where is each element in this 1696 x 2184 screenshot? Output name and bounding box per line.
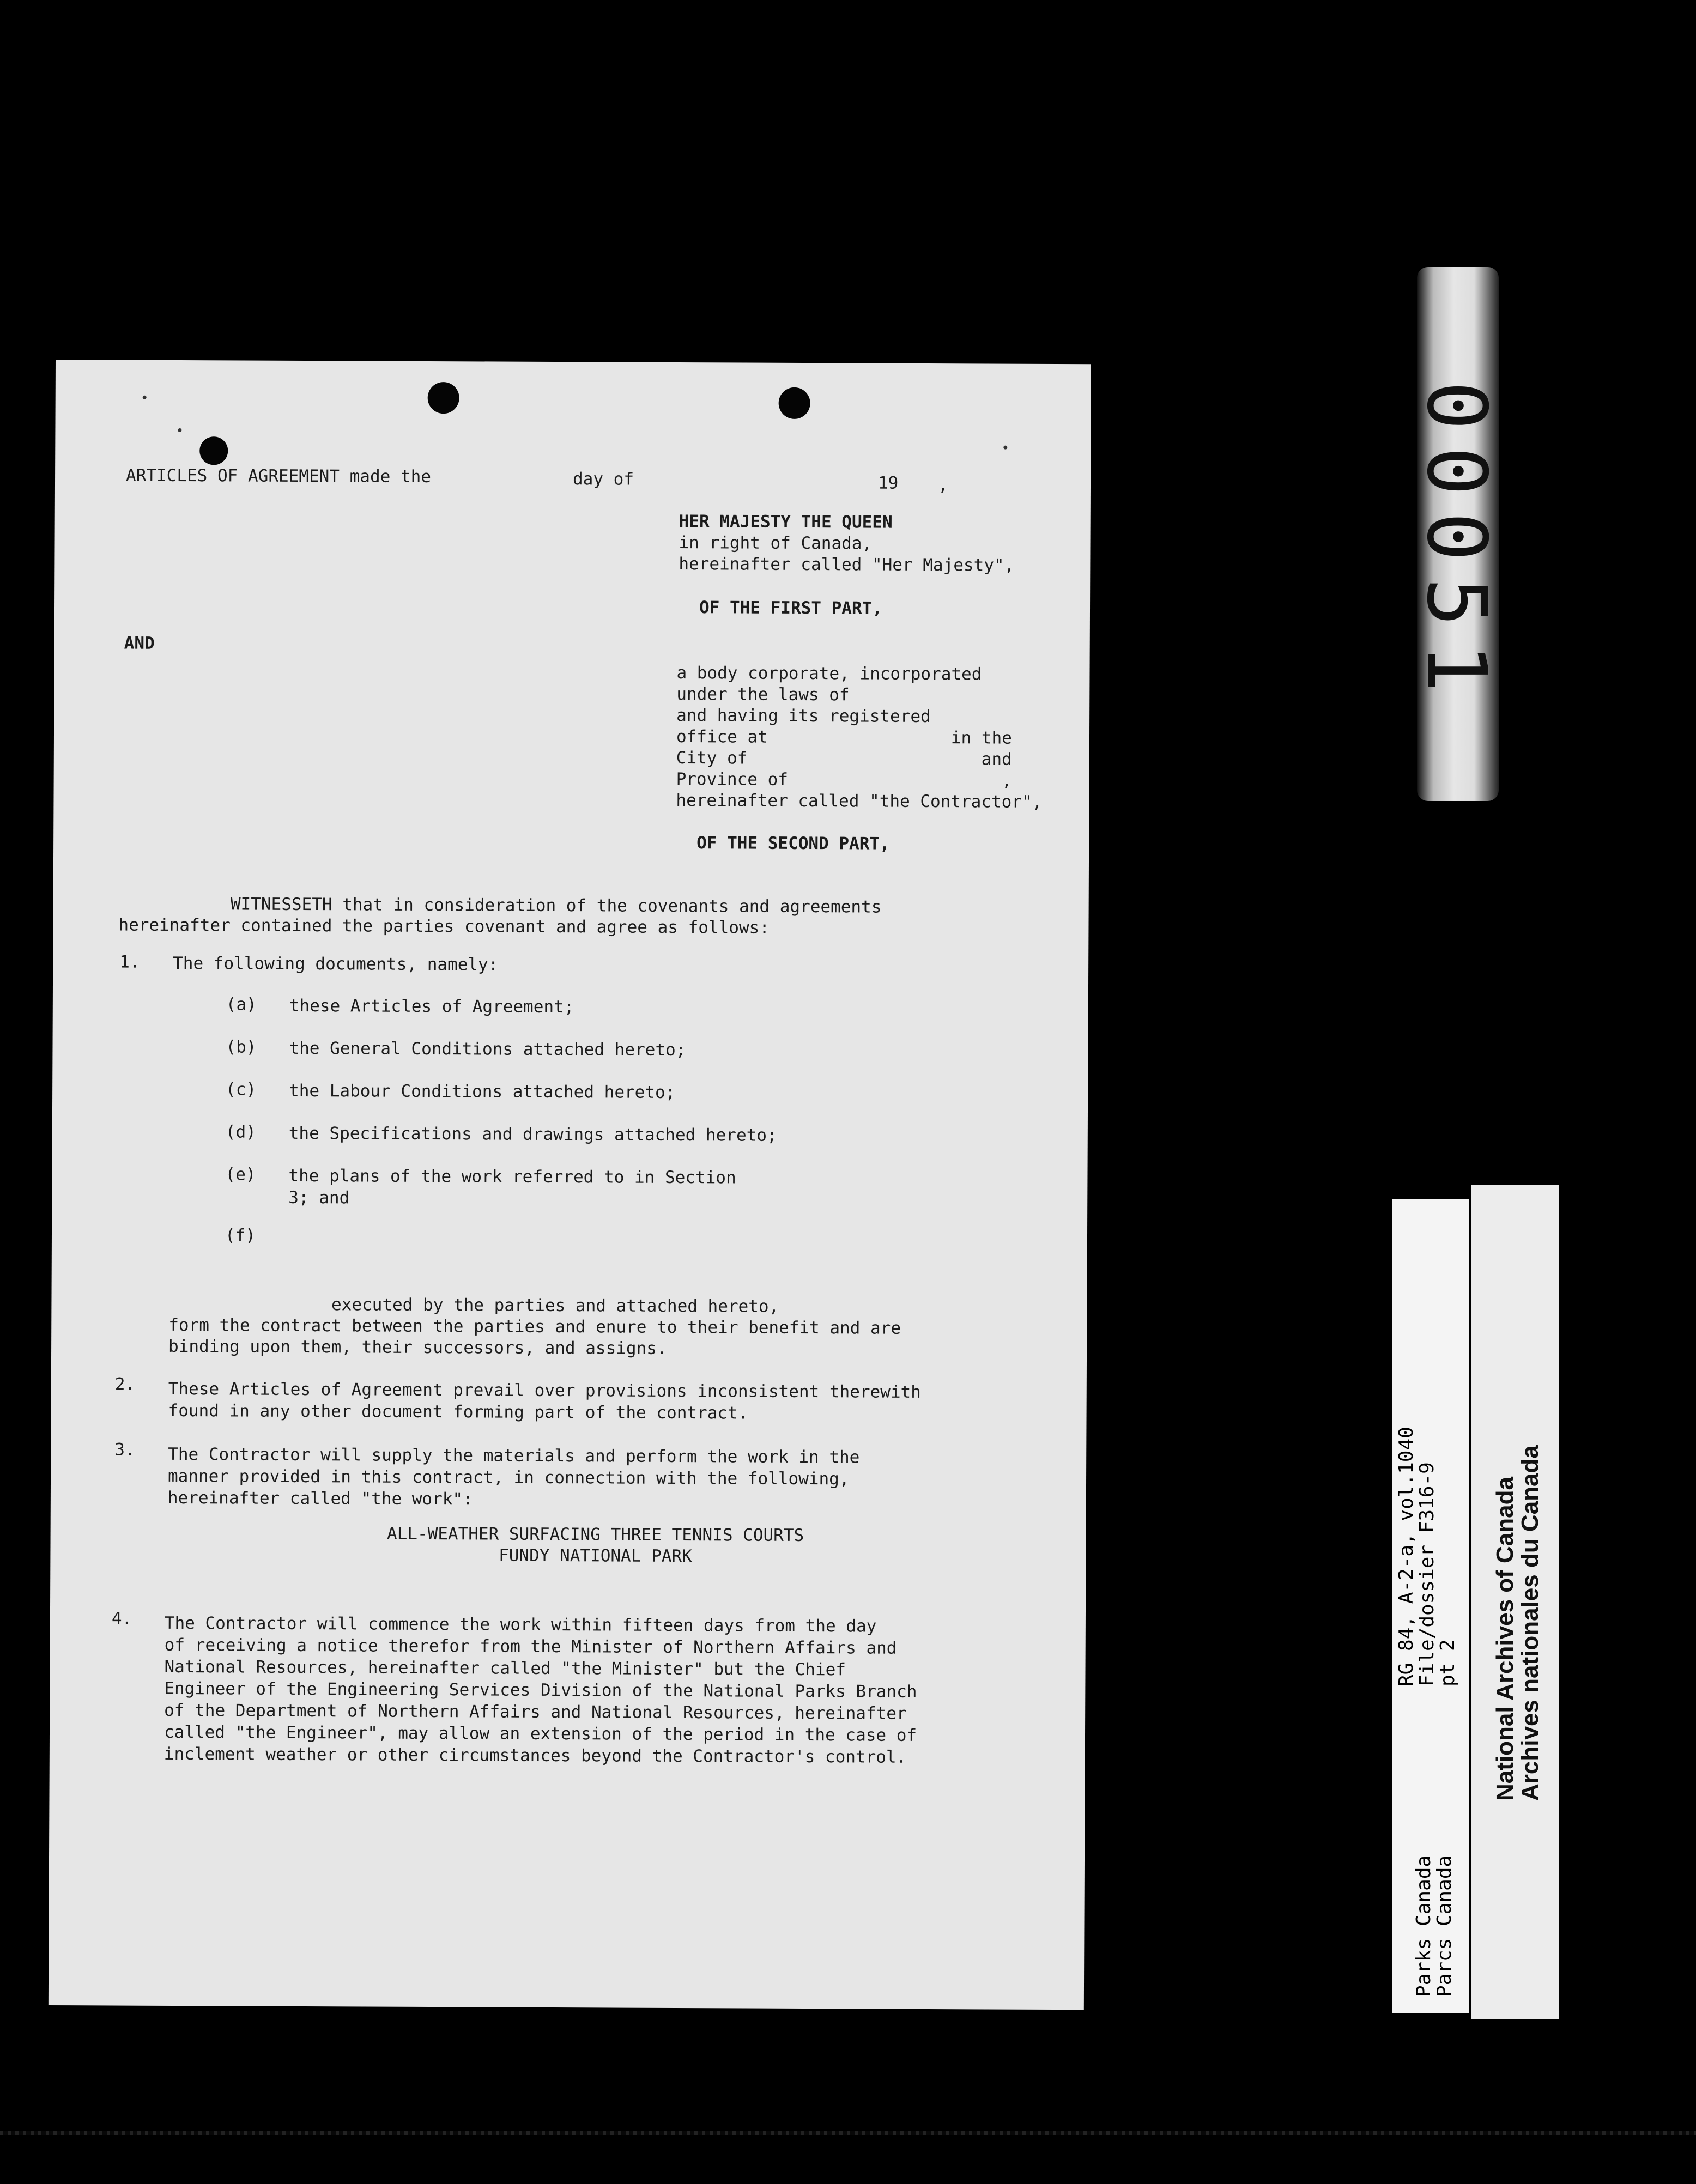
contract-page	[49, 360, 1091, 2010]
first-party-line: hereinafter called "Her Majesty",	[679, 554, 1015, 575]
list-item-label: (e)	[225, 1164, 256, 1185]
list-item-label: (a)	[226, 994, 257, 1015]
executed-line: form the contract between the parties and enure to their benefit and are	[168, 1315, 901, 1338]
clause-number: 1.	[119, 952, 140, 972]
and-label: AND	[124, 633, 155, 653]
second-party-line: under the laws of	[676, 684, 850, 705]
clause-text: The Contractor will supply the materials and perform the work in the manner provided in this contract, in connection with the following, hereinafter called "the work":	[167, 1444, 860, 1509]
reference-line: File/dossier F316-9	[1416, 1462, 1438, 1686]
second-party-line: office at in the	[676, 726, 1012, 748]
punch-hole	[199, 436, 228, 465]
list-item-label: (c)	[226, 1079, 257, 1100]
punch-hole	[428, 382, 459, 414]
clause-text: The Contractor will commence the work within fifteen days from the day of receiving a notice therefor from the Minister of Northern Affairs and National Resources, hereinafter called "the Minister" but the Chief Engineer of the Engineering Services Division of the National Parks Branch of the Department of Northern Affairs and National Resources, hereinafter called "the Engineer", may allow an extension of the period in the case of inclement weather or other circumstances beyond the Contractor's control.	[163, 1613, 917, 1767]
year-comma: ,	[937, 475, 948, 495]
first-party-line: in right of Canada,	[679, 532, 873, 554]
archive-name-fr: Archives nationales du Canada	[1517, 1445, 1543, 1801]
punch-hole	[779, 387, 810, 419]
list-item-label: (d)	[225, 1122, 256, 1142]
second-party-line: a body corporate, incorporated	[676, 663, 982, 684]
witnesseth-line: hereinafter contained the parties covenant and agree as follows:	[118, 915, 770, 938]
first-party-line: HER MAJESTY THE QUEEN	[679, 511, 893, 532]
reference-line: pt 2	[1437, 1639, 1459, 1686]
clause-text: These Articles of Agreement prevail over provisions inconsistent therewith found in any other document forming part of the contract.	[168, 1379, 921, 1423]
year-label: 19	[877, 473, 899, 493]
first-part-label: OF THE FIRST PART,	[699, 598, 883, 618]
list-item-text: the Specifications and drawings attached hereto;	[288, 1123, 777, 1145]
clause-number: 2.	[114, 1374, 136, 1394]
frame-number: 00051	[1409, 381, 1504, 709]
national-archives-label	[1471, 1185, 1559, 2019]
clause-text: The following documents, namely:	[173, 953, 499, 975]
list-item-text: these Articles of Agreement;	[289, 996, 574, 1017]
executed-line: binding upon them, their successors, and assigns.	[168, 1336, 667, 1358]
speck	[178, 428, 181, 432]
film-edge	[0, 2131, 1696, 2135]
second-party-line: Province of ,	[676, 769, 1012, 791]
second-party-line: City of and	[676, 748, 1012, 769]
speck	[143, 396, 147, 399]
work-title: ALL-WEATHER SURFACING THREE TENNIS COURTS	[386, 1524, 804, 1546]
speck	[1003, 446, 1007, 450]
archive-reference-label	[1392, 1199, 1469, 2013]
second-part-label: OF THE SECOND PART,	[696, 833, 890, 854]
clause-number: 4.	[111, 1609, 132, 1629]
witnesseth-line: WITNESSETH that in consideration of the covenants and agreements	[118, 894, 882, 917]
second-party-line: hereinafter called "the Contractor",	[676, 790, 1043, 812]
work-subtitle: FUNDY NATIONAL PARK	[499, 1545, 692, 1567]
list-item-text: the General Conditions attached hereto;	[289, 1038, 686, 1060]
articles-heading: ARTICLES OF AGREEMENT made the	[125, 465, 432, 487]
second-party-line: and having its registered	[676, 705, 931, 727]
list-item-text: the plans of the work referred to in Section 3; and	[288, 1166, 736, 1208]
org-name: Parks Canada	[1413, 1855, 1435, 1997]
list-item-label: (f)	[225, 1226, 256, 1246]
clause-number: 3.	[114, 1440, 135, 1460]
reference-line: RG 84, A-2-a, vol.1040	[1395, 1427, 1418, 1686]
day-of-label: day of	[572, 469, 634, 489]
org-name: Parcs Canada	[1433, 1855, 1456, 1997]
archive-name-en: National Archives of Canada	[1492, 1477, 1518, 1801]
executed-line: executed by the parties and attached hereto,	[168, 1294, 779, 1317]
list-item-text: the Labour Conditions attached hereto;	[289, 1081, 676, 1102]
list-item-label: (b)	[226, 1037, 257, 1057]
